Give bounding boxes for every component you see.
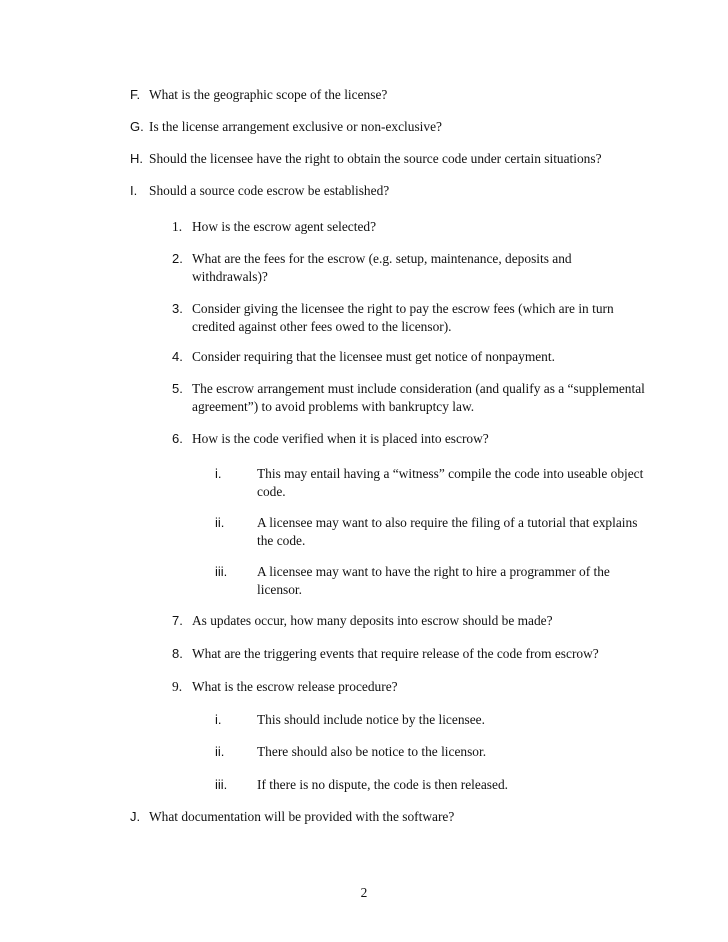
item-label: 1. [172,219,183,234]
item-text: This may entail having a “witness” compile the code into useable object code. [257,466,644,499]
item-label: J. [130,809,141,824]
page-number: 2 [360,885,368,900]
item-label: F. [130,87,141,102]
item-label: ii. [215,515,225,530]
item-text: Should a source code escrow be established? [149,183,390,198]
item-label: 7. [172,613,183,628]
item-text: Consider requiring that the licensee must get notice of nonpayment. [192,349,555,364]
item-text: Consider giving the licensee the right to pay the escrow fees (which are in turn credited against other fees owed to the licensor). [192,301,614,334]
item-text: A licensee may want to have the right to hire a programmer of the licensor. [257,564,610,597]
item-text: Should the licensee have the right to obtain the source code under certain situations? [149,151,602,166]
item-label: i. [215,466,222,481]
item-text: What documentation will be provided with the software? [149,809,455,824]
item-label: iii. [215,564,228,579]
item-text: As updates occur, how many deposits into escrow should be made? [192,613,553,628]
item-text: What is the geographic scope of the license? [149,87,388,102]
item-label: i. [215,712,222,727]
item-text: What are the fees for the escrow (e.g. setup, maintenance, deposits and withdrawals)? [192,251,572,284]
item-label: 4. [172,349,183,364]
item-label: I. [130,183,138,198]
item-label: 8. [172,646,183,661]
item-text: A licensee may want to also require the filing of a tutorial that explains the code. [257,515,638,548]
item-text: The escrow arrangement must include consideration (and qualify as a “supplemental agreement”) to avoid problems with bankruptcy law. [192,381,645,414]
item-label: 6. [172,431,183,446]
item-label: H. [130,151,143,166]
item-text: What are the triggering events that require release of the code from escrow? [192,646,599,661]
item-text: This should include notice by the licensee. [257,712,485,727]
item-text: Is the license arrangement exclusive or non-exclusive? [149,119,442,134]
item-text: How is the code verified when it is placed into escrow? [192,431,489,446]
item-label: 2. [172,251,183,266]
item-label: iii. [215,777,228,792]
item-text: There should also be notice to the licensor. [257,744,487,759]
item-label: G. [130,119,144,134]
item-text: How is the escrow agent selected? [192,219,377,234]
item-label: 5. [172,381,183,396]
item-label: ii. [215,744,225,759]
item-label: 9. [172,679,183,694]
item-text: If there is no dispute, the code is then released. [257,777,508,792]
item-text: What is the escrow release procedure? [192,679,398,694]
item-label: 3. [172,301,183,316]
